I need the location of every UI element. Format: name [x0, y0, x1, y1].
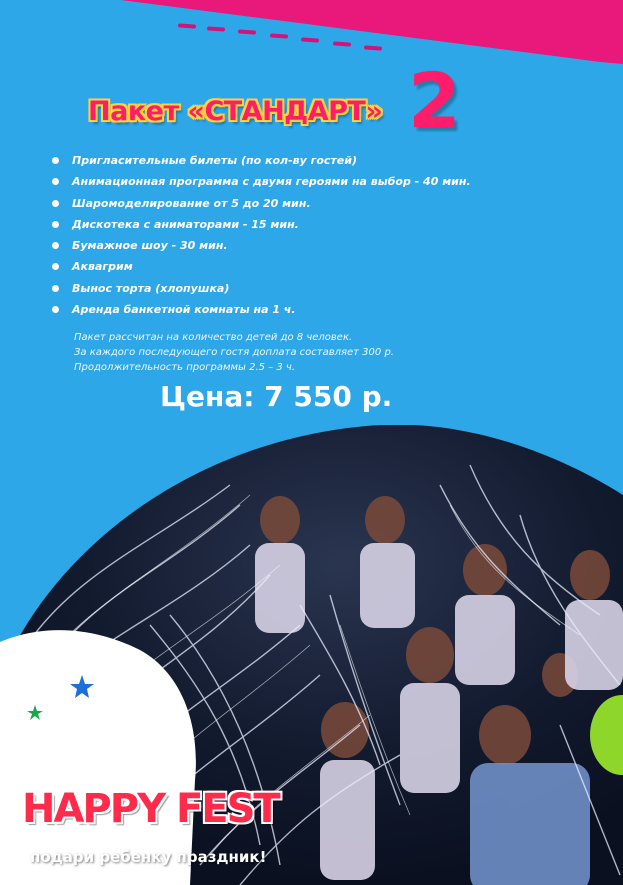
top-decorative-band [0, 0, 623, 90]
price-label: Цена: 7 550 р. [160, 380, 393, 413]
logo-corner-panel [0, 620, 210, 885]
note-line: Пакет рассчитан на количество детей до 8 человек. [74, 332, 353, 343]
bullet-dot-icon [52, 178, 59, 185]
bullet-dot-icon [52, 285, 59, 292]
note-line: Продолжительность программы 2.5 – 3 ч. [74, 362, 296, 373]
happy-fest-logo [22, 782, 332, 844]
bullet-dot-icon [52, 221, 59, 228]
list-item: Дискотека с аниматорами - 15 мин. [52, 216, 471, 237]
list-item: Вынос торта (хлопушка) [52, 280, 471, 301]
list-item: Аренда банкетной комнаты на 1 ч. [52, 301, 471, 322]
bullet-dot-icon [52, 263, 59, 270]
package-title-row [88, 56, 568, 146]
list-item: Бумажное шоу - 30 мин. [52, 237, 471, 258]
feature-list [52, 152, 471, 322]
list-item: Аквагрим [52, 258, 471, 279]
logo-text: HAPPY FEST [22, 786, 279, 832]
logo-slogan: подари ребенку праздник! [30, 848, 267, 866]
package-title: Пакет «СТАНДАРТ» [88, 96, 383, 127]
bullet-dot-icon [52, 200, 59, 207]
bullet-dot-icon [52, 242, 59, 249]
package-number: 2 [408, 56, 461, 145]
package-notes [74, 330, 394, 375]
list-item: Анимационная программа с двумя героями на выбор - 40 мин. [52, 173, 471, 194]
list-item: Пригласительные билеты (по кол-ву гостей) [52, 152, 471, 173]
list-item: Шаромоделирование от 5 до 20 мин. [52, 195, 471, 216]
bullet-dot-icon [52, 157, 59, 164]
note-line: За каждого последующего гостя доплата составляет 300 р. [74, 347, 394, 358]
bullet-dot-icon [52, 306, 59, 313]
